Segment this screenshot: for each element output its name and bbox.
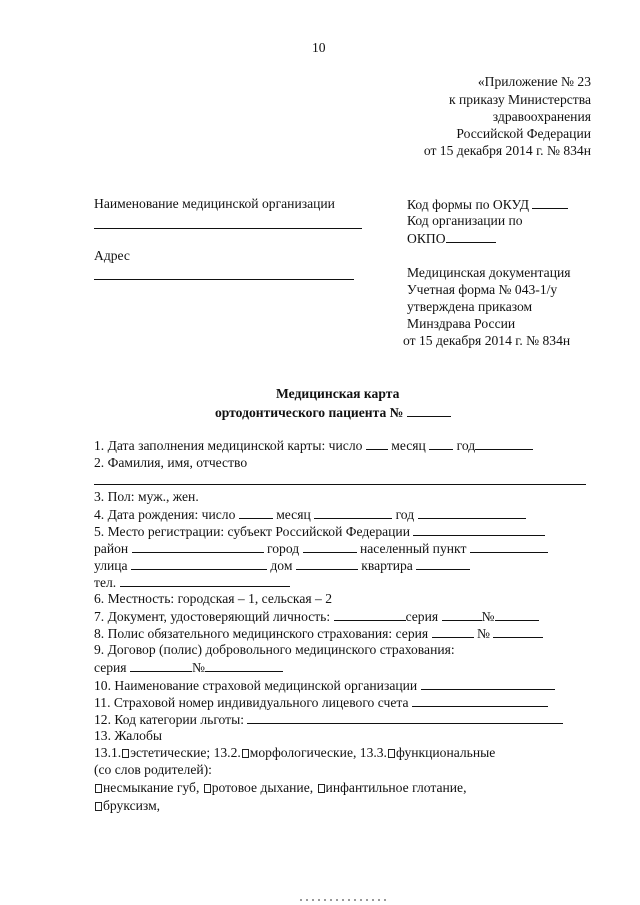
form-number: Учетная форма № 043-1/у [407,282,558,297]
appendix-line: Российской Федерации [456,126,591,141]
field-12: 12. Код категории льготы: [94,711,563,728]
lip-incompetence-checkbox[interactable] [95,784,102,793]
card-title: Медицинская карта [276,386,400,401]
address-line [94,279,354,280]
field-5-phone: тел. [94,574,290,591]
field-10: 10. Наименование страховой медицинской организации [94,677,555,694]
functional-checkbox[interactable] [388,749,395,758]
appendix-line: «Приложение № 23 [477,74,591,89]
field-5-district: район город населенный пункт [94,540,548,557]
okpo-blank [446,230,496,243]
scan-artifact [300,899,390,901]
approved-label: утверждена приказом [407,299,533,314]
field-6: 6. Местность: городская – 1, сельская – 2 [94,591,332,606]
org-name-label: Наименование медицинской организации [94,196,335,211]
page-number: 10 [312,40,326,55]
field-5-street: улица дом квартира [94,557,470,574]
field-3: 3. Пол: муж., жен. [94,489,199,504]
field-5: 5. Место регистрации: субъект Российской Федерации [94,523,545,540]
field-9-series: серия № [94,659,283,676]
org-code: Код организации по [407,213,523,228]
okpo-code: ОКПО [407,230,496,247]
field-9: 9. Договор (полис) добровольного медицинского страхования: [94,642,455,657]
complaints-list-2: бруксизм, [94,798,160,814]
field-11: 11. Страховой номер индивидуального лицевого счета [94,694,548,711]
org-name-line [94,228,362,229]
field-4: 4. Дата рождения: число месяц год [94,506,526,523]
field-7: 7. Документ, удостоверяющий личность: серия № [94,608,539,625]
field-2-line [94,484,586,485]
infantile-swallowing-checkbox[interactable] [318,784,325,793]
morphological-checkbox[interactable] [242,749,249,758]
okud-code: Код формы по ОКУД [407,196,568,213]
ministry-label: Минздрава России [407,316,516,331]
card-number-blank [407,404,451,417]
bruxism-checkbox[interactable] [95,802,102,811]
complaints-types: 13.1. эстетические; 13.2. морфологические, 13.3. функциональные [94,745,496,760]
card-subtitle: ортодонтического пациента № [215,404,451,421]
address-label: Адрес [94,248,130,263]
aesthetic-checkbox[interactable] [122,749,129,758]
appendix-line: здравоохранения [492,109,591,124]
med-doc-label: Медицинская документация [407,265,571,280]
complaints-parents: (со слов родителей): [94,762,212,777]
field-1: 1. Дата заполнения медицинской карты: число месяц год [94,437,533,454]
appendix-line: от 15 декабря 2014 г. № 834н [423,143,591,158]
appendix-line: к приказу Министерства [448,92,591,107]
field-13: 13. Жалобы [94,728,163,743]
okud-blank [532,196,568,209]
field-2: 2. Фамилия, имя, отчество [94,455,248,470]
order-date: от 15 декабря 2014 г. № 834н [403,333,571,348]
field-8: 8. Полис обязательного медицинского страхования: серия № [94,625,543,642]
complaints-list: несмыкание губ, ротовое дыхание, инфантильное глотание, [94,780,467,796]
mouth-breathing-checkbox[interactable] [204,784,211,793]
